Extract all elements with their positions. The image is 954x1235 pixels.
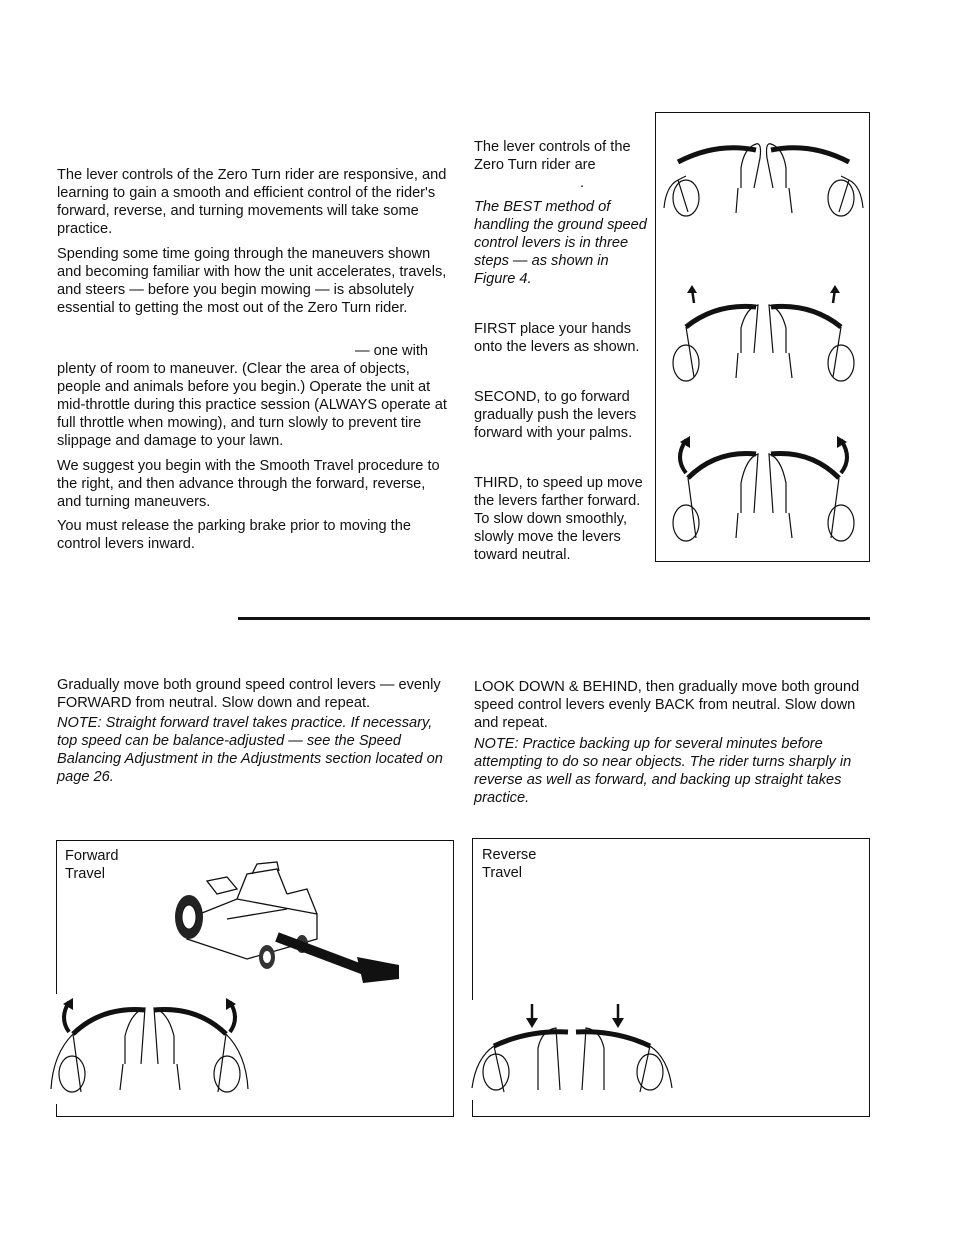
levers-step-1-illustration <box>656 128 871 228</box>
intro-paragraph-1: The lever controls of the Zero Turn rider are responsive, and learning to gain a smooth and efficient control of the rider's forward, reverse, and turning movements will take some practice. <box>57 167 447 237</box>
figure-4-box <box>655 112 870 562</box>
forward-note: NOTE: Straight forward travel takes practice. If necessary, top speed can be balance-adjusted — see the Speed Balancing Adjustment in the Adjustments section located on page 26. <box>57 715 443 785</box>
mower-forward-illustration <box>167 859 407 974</box>
reverse-note: NOTE: Practice backing up for several minutes before attempting to do so near objects. The rider turns sharply in reverse as well as forward, and backing up straight takes practice. <box>474 736 852 806</box>
smooth-line-2: Zero Turn rider are <box>474 157 596 173</box>
intro-paragraph-3-lead: — one with <box>355 343 429 359</box>
reverse-figure-label-1: Reverse <box>482 847 537 863</box>
levers-reverse-illustration <box>468 1000 676 1100</box>
smooth-best-method: The BEST method of handling the ground speed control levers is in three steps — as shown in Figure 4. <box>474 199 647 287</box>
forward-figure-label-1: Forward <box>65 848 119 864</box>
forward-figure-label-2: Travel <box>65 866 106 882</box>
levers-forward-illustration <box>47 994 252 1104</box>
reverse-box-bottom-left <box>472 1100 473 1116</box>
levers-step-3-illustration <box>656 428 871 553</box>
smooth-step-third: THIRD, to speed up move the levers farther forward. To slow down smoothly, slowly move the levers toward neutral. <box>474 475 643 563</box>
levers-step-2-illustration <box>656 283 871 393</box>
smooth-step-second: SECOND, to go forward gradually push the levers forward with your palms. <box>474 389 637 441</box>
forward-instructions: Gradually move both ground speed control levers — evenly FORWARD from neutral. Slow down and repeat. <box>57 677 441 711</box>
smooth-line-3: . <box>580 175 585 191</box>
intro-paragraph-3: plenty of room to maneuver. (Clear the area of objects, people and animals before you begin.) Operate the unit at mid-throttle during this practice session (ALWAYS operate at full throttle when mowing), and turn slowly to prevent tire slippage and damage to your lawn. <box>57 361 447 449</box>
reverse-figure-label-2: Travel <box>482 865 523 881</box>
reverse-box-bottom <box>472 1116 870 1117</box>
smooth-line-1: The lever controls of the <box>474 139 631 155</box>
reverse-instructions: LOOK DOWN & BEHIND, then gradually move both ground speed control levers evenly BACK from neutral. Slow down and repeat. <box>474 679 860 731</box>
intro-paragraph-4: We suggest you begin with the Smooth Travel procedure to the right, and then advance through the forward, reverse, and turning maneuvers. <box>57 458 440 510</box>
intro-paragraph-2: Spending some time going through the maneuvers shown and becoming familiar with how the unit accelerates, travels, and steers — before you begin mowing — is absolutely essential to getting the most out of the Zero Turn rider. <box>57 246 447 316</box>
forward-box-bottom <box>56 1116 454 1117</box>
smooth-step-first: FIRST place your hands onto the levers as shown. <box>474 321 640 355</box>
section-divider <box>238 617 870 620</box>
intro-paragraph-5: You must release the parking brake prior to moving the control levers inward. <box>57 518 411 552</box>
